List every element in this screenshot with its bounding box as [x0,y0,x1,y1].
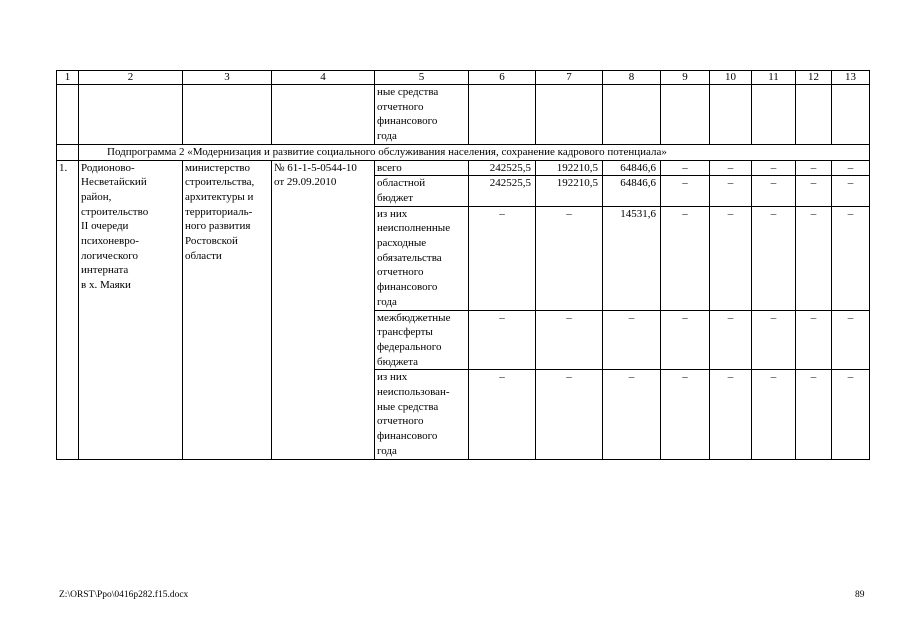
value-cell: – [796,160,832,176]
header-cell: 4 [272,71,375,85]
value-cell: – [752,160,796,176]
subprogram-row [57,144,870,160]
value-cell: – [752,176,796,206]
value-cell: – [710,160,752,176]
value-cell: – [710,370,752,459]
source-cell: из них неиспользован- ные средства отчетного финансового года [375,370,469,459]
table-row [57,160,870,176]
value-cell: – [832,310,870,370]
value-cell: – [661,310,710,370]
header-cell: 9 [661,71,710,85]
header-cell: 2 [79,71,183,85]
value-cell: – [710,206,752,310]
source-cell: межбюджетные трансферты федерального бюджета [375,310,469,370]
customer-name: министерство строительства, архитектуры и территориаль- ного развития Ростовской области [183,160,272,459]
value-cell: – [661,176,710,206]
value-cell: – [469,370,536,459]
header-cell: 5 [375,71,469,85]
file-path: Z:\ORST\Ppo\0416p282.f15.docx [59,590,189,600]
value-cell: – [832,370,870,459]
value-cell: 242525,5 [469,176,536,206]
value-cell: 242525,5 [469,160,536,176]
value-cell: – [536,370,603,459]
value-cell: – [752,206,796,310]
value-cell: 192210,5 [536,160,603,176]
header-cell: 10 [710,71,752,85]
value-cell: – [796,370,832,459]
value-cell: – [796,176,832,206]
value-cell: – [661,206,710,310]
header-row [57,71,870,85]
header-cell: 11 [752,71,796,85]
value-cell: – [832,176,870,206]
document-ref: № 61-1-5-0544-10 от 29.09.2010 [272,160,375,459]
value-cell: – [536,310,603,370]
value-cell: – [603,310,661,370]
value-cell: – [832,206,870,310]
header-cell: 6 [469,71,536,85]
value-cell: – [469,206,536,310]
value-cell: – [469,310,536,370]
header-cell: 1 [57,71,79,85]
header-cell: 12 [796,71,832,85]
budget-table [56,70,870,460]
source-cell: всего [375,160,469,176]
value-cell: – [796,206,832,310]
header-cell: 13 [832,71,870,85]
value-cell: 192210,5 [536,176,603,206]
source-cell: из них неисполненные расходные обязательства отчетного финансового года [375,206,469,310]
value-cell: – [752,310,796,370]
subprogram-title: Подпрограмма 2 «Модернизация и развитие социального обслуживания населения, сохранение кадрового потенциала» [79,144,870,160]
value-cell: – [710,176,752,206]
value-cell: – [603,370,661,459]
page-number: 89 [855,590,865,600]
header-cell: 8 [603,71,661,85]
value-cell: – [661,370,710,459]
object-name: Родионово- Несветайский район, строительство II очереди психоневро- логического интерната в х. Маяки [79,160,183,459]
header-cell: 3 [183,71,272,85]
value-cell: 14531,6 [603,206,661,310]
source-cell: областной бюджет [375,176,469,206]
value-cell: – [832,160,870,176]
continuation-source-cell: ные средства отчетного финансового года [375,85,469,145]
value-cell: – [796,310,832,370]
value-cell: – [710,310,752,370]
header-cell: 7 [536,71,603,85]
continuation-row [57,85,870,145]
value-cell: – [661,160,710,176]
value-cell: – [752,370,796,459]
entry-number: 1. [57,160,79,459]
value-cell: – [536,206,603,310]
value-cell: 64846,6 [603,160,661,176]
value-cell: 64846,6 [603,176,661,206]
